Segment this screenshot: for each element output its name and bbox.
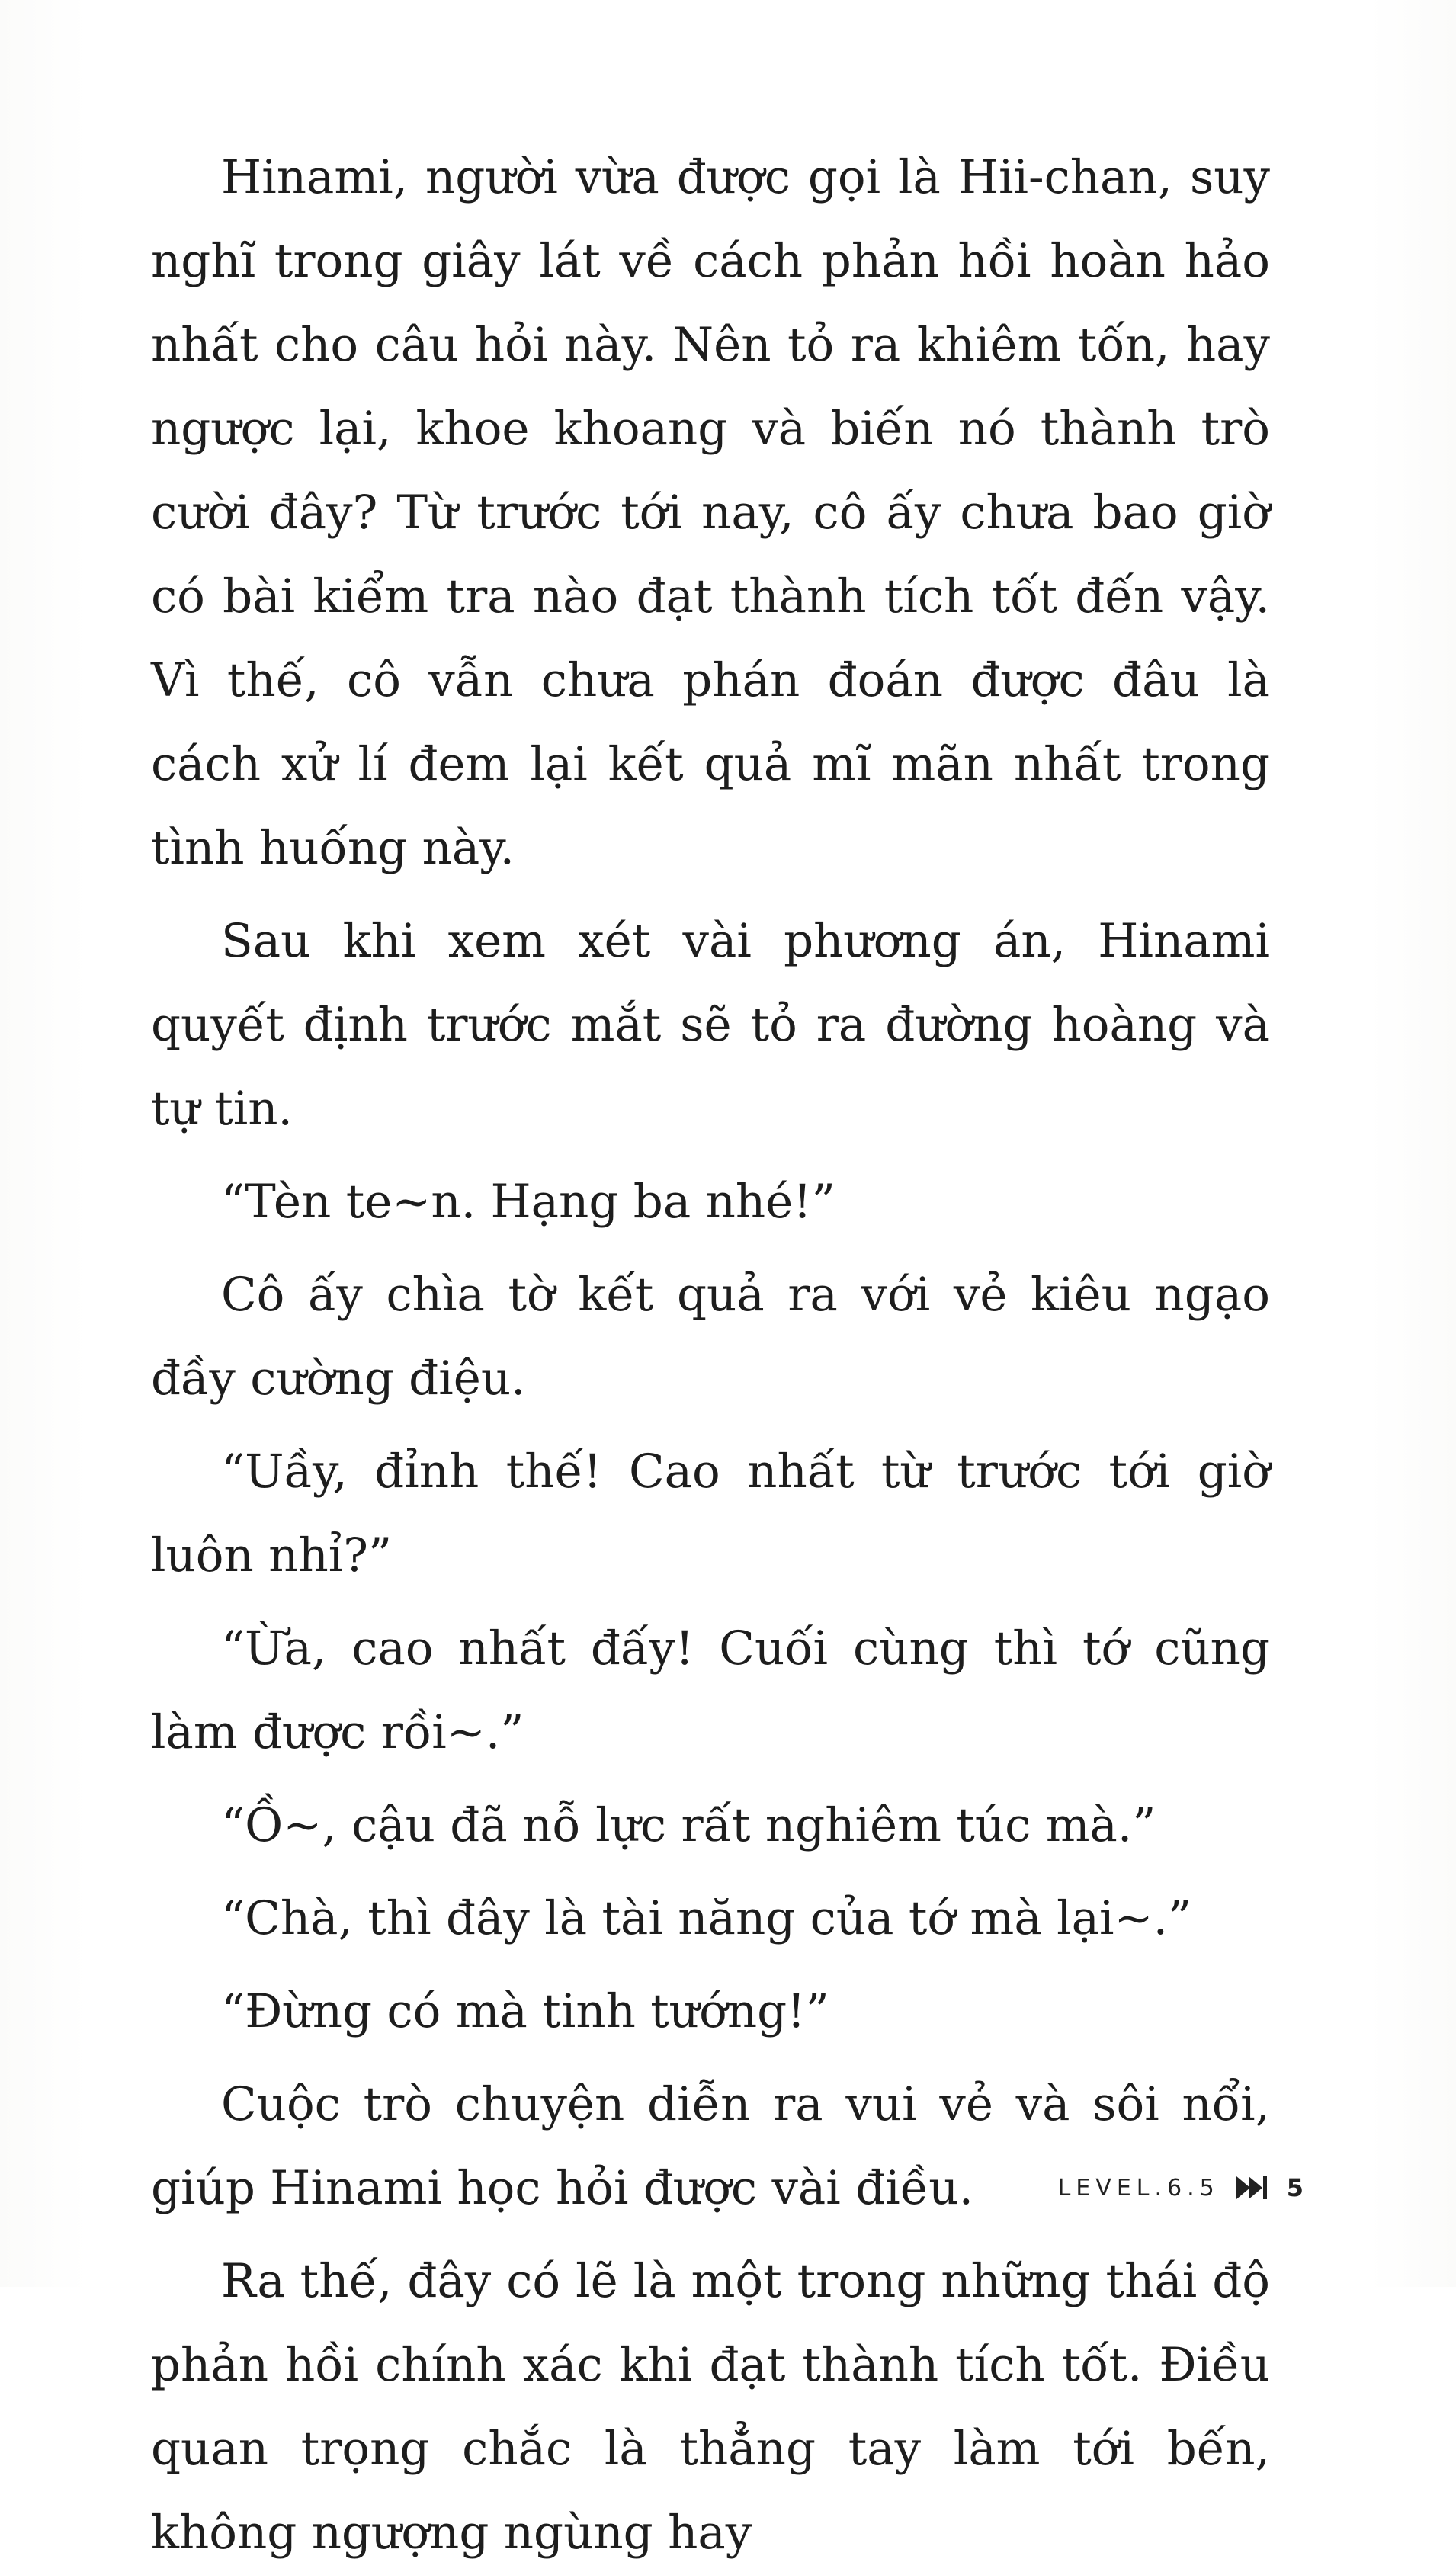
paragraph-10: Cuộc trò chuyện diễn ra vui vẻ và sôi nổi, giúp Hinami học hỏi được vài điều. bbox=[151, 2077, 1270, 2215]
page-footer bbox=[1058, 2165, 1304, 2211]
paragraph-1: Hinami, người vừa được gọi là Hii-chan, suy nghĩ trong giây lát về cách phản hồi hoàn hảo nhất cho câu hỏi này. Nên tỏ ra khiêm tốn, hay ngược lại, khoe khoang và biến nó thành trò cười đây? Từ trước tới nay, cô ấy chưa bao giờ có bài kiểm tra nào đạt thành tích tốt đến vậy. Vì thế, cô vẫn chưa phán đoán được đâu là cách xử lí đem lại kết quả mĩ mãn nhất trong tình huống này. bbox=[151, 150, 1270, 875]
paragraph-2: Sau khi xem xét vài phương án, Hinami quyết định trước mắt sẽ tỏ ra đường hoàng và tự tin. bbox=[151, 914, 1270, 1136]
paragraph-7: “Ồ~, cậu đã nỗ lực rất nghiêm túc mà.” bbox=[221, 1798, 1156, 1852]
paragraph-6: “Ừa, cao nhất đấy! Cuối cùng thì tớ cũng làm được rồi~.” bbox=[151, 1621, 1270, 1759]
page-number: 5 bbox=[1286, 2173, 1304, 2202]
fast-forward-icon bbox=[1235, 2175, 1270, 2201]
paragraph-8: “Chà, thì đây là tài năng của tớ mà lại~.” bbox=[221, 1891, 1192, 1945]
paragraph-4: Cô ấy chìa tờ kết quả ra với vẻ kiêu ngạo đầy cường điệu. bbox=[151, 1268, 1270, 1406]
paragraph-5: “Uầy, đỉnh thế! Cao nhất từ trước tới giờ luôn nhỉ?” bbox=[151, 1445, 1270, 1583]
paragraph-3: “Tèn te~n. Hạng ba nhé!” bbox=[221, 1175, 835, 1229]
paragraph-9: “Đừng có mà tinh tướng!” bbox=[221, 1984, 829, 2038]
chapter-level-label: LEVEL.6.5 bbox=[1057, 2174, 1220, 2201]
paragraph-11: Ra thế, đây có lẽ là một trong những thái độ phản hồi chính xác khi đạt thành tích tốt. Điều quan trọng chắc là thẳng tay làm tới bến, không ngượng ngùng hay bbox=[151, 2254, 1270, 2560]
